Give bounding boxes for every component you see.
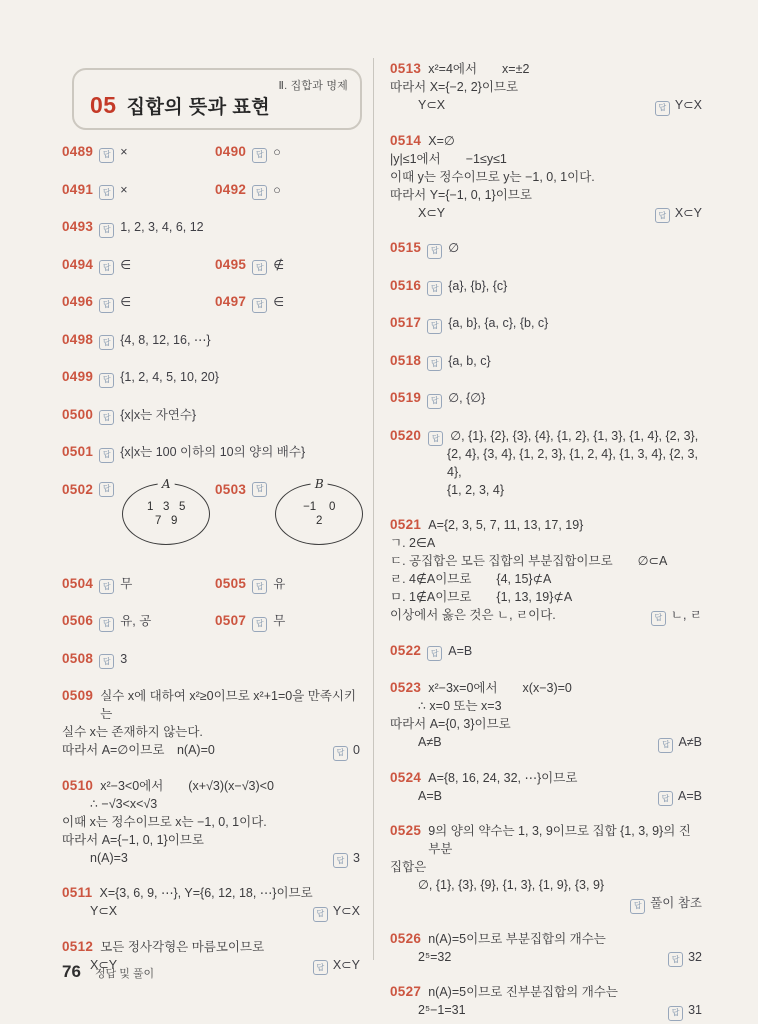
venn-answer-item xyxy=(215,476,363,559)
answer-row xyxy=(62,331,360,350)
solution-line xyxy=(390,186,702,204)
solution-first-line xyxy=(390,769,702,787)
problem-number: 0502 xyxy=(62,481,94,497)
answer-text: Y⊂X xyxy=(332,904,360,918)
solution-line xyxy=(390,204,702,223)
solution-first-line xyxy=(390,822,702,858)
answer-row xyxy=(62,368,360,387)
answer-badge-icon: 답 xyxy=(99,298,114,313)
answer-row xyxy=(62,650,360,669)
answer-row xyxy=(62,218,360,237)
solution-line: x²−3x=0에서 x(x−3)=0 xyxy=(428,681,572,695)
problem-number: 0505 xyxy=(215,575,247,591)
solution-line xyxy=(390,534,702,552)
solution-line xyxy=(390,96,702,115)
answer-badge-icon: 답 xyxy=(427,281,442,296)
answer-badge-icon: 답 xyxy=(655,101,670,116)
solution-line: 실수 x에 대하여 x²≥0이므로 x²+1=0을 만족시키는 xyxy=(100,689,357,721)
problem-number: 0496 xyxy=(62,294,94,309)
answer-item xyxy=(62,406,360,425)
venn-element-row: 2 xyxy=(316,514,323,527)
answer-item xyxy=(390,642,702,661)
answer-row xyxy=(390,314,702,333)
answer-item xyxy=(62,575,215,594)
problem-number: 0493 xyxy=(62,219,94,234)
answer-badge-icon: 답 xyxy=(99,579,114,594)
answer-pair-row xyxy=(62,575,360,594)
answer-text: 무 xyxy=(273,614,286,628)
lesson-number: 05 xyxy=(90,92,117,118)
problem-number: 0525 xyxy=(390,823,422,838)
problem-number: 0491 xyxy=(62,181,94,197)
solution-line-text: ㅁ. 1∉A이므로 {1, 13, 19}⊄A xyxy=(390,590,573,604)
footer-label: 정답 및 풀이 xyxy=(94,968,155,980)
problem-number: 0517 xyxy=(390,315,422,330)
problem-number: 0512 xyxy=(62,938,94,954)
answer-row xyxy=(390,352,702,371)
answer-item xyxy=(390,352,702,371)
solution-line xyxy=(62,813,360,831)
answer-pair-row xyxy=(62,612,360,631)
answer-row xyxy=(390,277,702,296)
solution-line: n(A)=5이므로 부분집합의 개수는 xyxy=(428,931,606,946)
problem-number: 0522 xyxy=(390,642,422,658)
venn-set-label: A xyxy=(158,475,175,493)
solution-line: X=∅ xyxy=(428,133,455,148)
solution-line xyxy=(390,78,702,96)
answer-badge-icon: 답 xyxy=(99,448,114,463)
problem-number: 0492 xyxy=(215,181,247,197)
solution-line: X={3, 6, 9, ⋯}, Y={6, 12, 18, ⋯}이므로 xyxy=(99,886,313,900)
answer-badge-icon: 답 xyxy=(252,260,267,275)
problem-number: 0497 xyxy=(215,294,247,309)
answer-text: 3 xyxy=(120,651,128,666)
answer-item xyxy=(62,612,215,631)
solution-first-line xyxy=(390,427,702,446)
answer-text: 풀이 참조 xyxy=(650,896,702,910)
right-column xyxy=(390,60,702,1024)
answer-item xyxy=(215,181,360,200)
answer-text: ○ xyxy=(273,145,281,159)
answer-text: Y⊂X xyxy=(674,98,702,112)
solution-line-text: 실수 x는 존재하지 않는다. xyxy=(62,725,203,739)
answer-badge-icon: 답 xyxy=(427,244,442,259)
solution-line-text: {2, 4}, {3, 4}, {1, 2, 3}, {1, 2, 4}, {1, 3, 4}, {2, 3, 4}, xyxy=(447,447,698,479)
solution-item xyxy=(62,687,360,760)
answer-text: {a, b, c} xyxy=(448,353,491,368)
solution-line-text: ∴ −√3<x<√3 xyxy=(90,796,158,811)
solution-item xyxy=(390,60,702,115)
answer-badge-icon: 답 xyxy=(99,335,114,350)
problem-number: 0495 xyxy=(215,256,247,272)
solution-line-text: {1, 2, 3, 4} xyxy=(447,483,504,497)
answer-text: 32 xyxy=(688,949,702,964)
solution-first-line xyxy=(390,132,702,150)
solution-line xyxy=(390,445,702,481)
answer-pair-row xyxy=(62,143,360,162)
solution-line xyxy=(390,733,702,752)
answer-badge-icon: 답 xyxy=(313,907,328,922)
answer-text: 1, 2, 3, 4, 6, 12 xyxy=(120,220,204,234)
answer-badge-icon: 답 xyxy=(99,373,114,388)
answer-badge-icon: 답 xyxy=(99,185,114,200)
solution-line-text: A≠B xyxy=(418,735,442,749)
solution-item xyxy=(390,516,702,625)
solution-item xyxy=(390,769,702,806)
solution-line xyxy=(390,1001,702,1020)
venn-diagram xyxy=(275,476,363,545)
solution-line xyxy=(390,168,702,186)
answer-row xyxy=(62,443,360,462)
solution-line xyxy=(62,902,360,921)
solution-line xyxy=(390,150,702,168)
answer-badge-icon: 답 xyxy=(252,185,267,200)
answer-item xyxy=(62,443,360,462)
answer-item xyxy=(215,612,360,631)
solution-first-line xyxy=(62,884,360,902)
solution-item xyxy=(390,930,702,967)
answer-badge-icon: 답 xyxy=(333,853,348,868)
answer-text: ∈ xyxy=(120,257,132,272)
venn-set-label: B xyxy=(311,475,328,493)
solution-line-text: 2⁵=32 xyxy=(418,949,452,964)
answer-item xyxy=(62,256,215,275)
problem-number: 0527 xyxy=(390,984,422,999)
answer-text: 3 xyxy=(353,850,360,865)
answer-badge-icon: 답 xyxy=(427,394,442,409)
answer-badge-icon: 답 xyxy=(668,1006,683,1021)
solution-line xyxy=(390,481,702,499)
problem-number: 0489 xyxy=(62,144,94,159)
problem-number: 0523 xyxy=(390,680,422,695)
answer-item xyxy=(62,650,360,669)
solution-first-line xyxy=(62,777,360,795)
solution-line: x²−3<0에서 (x+√3)(x−√3)<0 xyxy=(100,778,274,793)
answer-text: {1, 2, 4, 5, 10, 20} xyxy=(120,370,219,384)
solution-line xyxy=(390,697,702,715)
solution-line-text: X⊂Y xyxy=(418,205,446,220)
solution-line-text: ∅, {1}, {3}, {9}, {1, 3}, {1, 9}, {3, 9} xyxy=(418,878,605,892)
answer-text: {x|x는 자연수} xyxy=(120,407,197,422)
answer-badge-icon: 답 xyxy=(252,579,267,594)
venn-element-row: −1 0 xyxy=(303,500,336,513)
answer-badge-icon: 답 xyxy=(252,617,267,632)
answer-row xyxy=(390,239,702,258)
answer-badge-icon: 답 xyxy=(252,148,267,163)
answer-badge-icon: 답 xyxy=(427,356,442,371)
answer-row xyxy=(62,406,360,425)
chapter-tag: Ⅱ. 집합과 명제 xyxy=(278,80,348,92)
answer-text: A=B xyxy=(678,788,702,803)
venn-element-row: 7 9 xyxy=(155,514,178,527)
left-column xyxy=(62,143,360,991)
solution-item xyxy=(62,777,360,868)
answer-badge-icon: 답 xyxy=(99,223,114,238)
problem-number: 0501 xyxy=(62,444,94,459)
answer-badge-icon: 답 xyxy=(99,482,114,497)
answer-text: A≠B xyxy=(678,735,702,749)
solution-line-text: A=B xyxy=(418,788,442,803)
solution-line-text: Y⊂X xyxy=(90,904,118,918)
answer-item xyxy=(390,389,702,408)
answer-item xyxy=(215,256,360,275)
answer-text: 무 xyxy=(120,576,133,591)
solution-first-line xyxy=(390,983,702,1001)
answer-text: {x|x는 100 이하의 10의 양의 배수} xyxy=(120,445,306,459)
venn-diagram xyxy=(122,476,210,545)
answer-text: 31 xyxy=(688,1003,702,1017)
answer-badge-icon: 답 xyxy=(99,148,114,163)
problem-number: 0508 xyxy=(62,650,94,666)
answer-item xyxy=(62,181,215,200)
answer-badge-icon: 답 xyxy=(252,482,267,497)
problem-number: 0511 xyxy=(62,885,93,900)
answer-badge-icon: 답 xyxy=(668,952,683,967)
problem-number: 0506 xyxy=(62,613,94,628)
solution-first-line xyxy=(62,938,360,956)
solution-item xyxy=(62,884,360,921)
answer-chip xyxy=(630,894,702,913)
answer-item xyxy=(62,331,360,350)
problem-number: 0507 xyxy=(215,613,247,628)
solution-line xyxy=(62,741,360,760)
solution-line-text: 따라서 Y={−1, 0, 1}이므로 xyxy=(390,187,532,202)
venn-element-row: 1 3 5 xyxy=(147,500,186,513)
solution-line-text: Y⊂X xyxy=(418,98,446,112)
answer-chip xyxy=(668,948,702,967)
problem-number: 0500 xyxy=(62,406,94,422)
chapter-title-box xyxy=(72,68,362,130)
lesson-title: 집합의 뜻과 표현 xyxy=(126,97,271,118)
problem-number: 0521 xyxy=(390,517,422,532)
page-number: 76 xyxy=(62,962,81,981)
problem-number: 0499 xyxy=(62,369,94,384)
answer-text: ∅ xyxy=(448,241,460,255)
solution-line xyxy=(62,831,360,849)
answer-pair-row xyxy=(62,181,360,200)
answer-item xyxy=(215,293,360,312)
answer-text: {4, 8, 12, 16, ⋯} xyxy=(120,332,211,347)
answer-badge-icon: 답 xyxy=(99,410,114,425)
answer-badge-icon: 답 xyxy=(658,738,673,753)
solution-line: ∅, {1}, {2}, {3}, {4}, {1, 2}, {1, 3}, {1, 4}, {2, 3}, xyxy=(450,428,699,443)
answer-badge-icon: 답 xyxy=(99,654,114,669)
solution-first-line xyxy=(390,679,702,697)
answer-text: 0 xyxy=(353,743,360,757)
answer-chip xyxy=(313,902,360,921)
solution-line: 9의 양의 약수는 1, 3, 9이므로 집합 {1, 3, 9}의 진부분 xyxy=(428,824,691,856)
solution-line xyxy=(62,795,360,813)
solution-line xyxy=(390,876,702,894)
solution-line-text: 이때 y는 정수이므로 y는 −1, 0, 1이다. xyxy=(390,169,595,184)
solution-line xyxy=(62,723,360,741)
problem-number: 0520 xyxy=(390,427,422,443)
answer-badge-icon: 답 xyxy=(655,208,670,223)
problem-number: 0516 xyxy=(390,277,422,293)
solution-line xyxy=(390,858,702,876)
answer-item xyxy=(390,277,702,296)
answer-text: A=B xyxy=(448,643,473,658)
page-footer xyxy=(62,962,154,982)
answer-item xyxy=(390,314,702,333)
solution-line-text: 따라서 A={0, 3}이므로 xyxy=(390,717,511,731)
answer-text: ∈ xyxy=(120,295,132,309)
answer-chip xyxy=(658,733,702,752)
problem-number: 0519 xyxy=(390,390,422,405)
solution-first-line xyxy=(390,60,702,78)
solution-item xyxy=(390,427,702,500)
answer-chip xyxy=(655,96,702,115)
solution-first-line xyxy=(390,516,702,534)
solution-line: n(A)=5이므로 진부분집합의 개수는 xyxy=(428,985,618,999)
lesson-title-row xyxy=(90,92,270,119)
answer-text: × xyxy=(120,182,128,197)
venn-answer-item xyxy=(62,476,215,559)
answer-text: × xyxy=(120,145,128,159)
problem-number: 0503 xyxy=(215,481,247,497)
solution-line-text: ∴ x=0 또는 x=3 xyxy=(418,699,502,713)
answer-badge-icon: 답 xyxy=(333,746,348,761)
solution-line-text: 따라서 A={−1, 0, 1}이므로 xyxy=(62,832,204,847)
answer-chip xyxy=(333,849,360,868)
answer-pair-row xyxy=(62,293,360,312)
solution-line-text: 집합은 xyxy=(390,860,427,874)
answer-badge-icon: 답 xyxy=(99,617,114,632)
answer-item xyxy=(215,575,360,594)
answer-text: ∉ xyxy=(273,257,285,272)
solution-item xyxy=(390,132,702,223)
solution-line: A={2, 3, 5, 7, 11, 13, 17, 19} xyxy=(428,518,584,532)
solution-line xyxy=(390,715,702,733)
column-divider xyxy=(373,58,374,960)
answer-badge-icon: 답 xyxy=(651,611,666,626)
answer-badge-icon: 답 xyxy=(428,431,443,446)
problem-number: 0526 xyxy=(390,930,422,946)
answer-row xyxy=(390,642,702,661)
solution-line-text: ㄷ. 공집합은 모든 집합의 부분집합이므로 ∅⊂A xyxy=(390,554,668,568)
answer-chip xyxy=(333,741,360,760)
solution-line-text: n(A)=3 xyxy=(90,850,128,865)
answer-text: 유, 공 xyxy=(120,614,152,628)
solution-line xyxy=(390,787,702,806)
problem-number: 0518 xyxy=(390,352,422,368)
answer-text: ∈ xyxy=(273,295,285,309)
solution-line: A={8, 16, 24, 32, ⋯}이므로 xyxy=(428,770,578,785)
solution-item xyxy=(390,822,702,913)
solution-first-line xyxy=(390,930,702,948)
solution-line-text: 이때 x는 정수이므로 x는 −1, 0, 1이다. xyxy=(62,814,267,829)
solution-first-line xyxy=(62,687,360,723)
answer-badge-icon: 답 xyxy=(658,791,673,806)
answer-item xyxy=(390,239,702,258)
answer-chip xyxy=(651,606,702,625)
answer-item xyxy=(62,143,215,162)
answer-text: ○ xyxy=(273,182,281,197)
solution-line xyxy=(62,849,360,868)
answer-chip xyxy=(658,787,702,806)
answer-badge-icon: 답 xyxy=(252,298,267,313)
solution-line xyxy=(390,570,702,588)
answer-badge-icon: 답 xyxy=(630,899,645,914)
solution-line xyxy=(390,948,702,967)
problem-number: 0498 xyxy=(62,331,94,347)
solution-line-text: 이상에서 옳은 것은 ㄴ, ㄹ이다. xyxy=(390,608,556,622)
solution-line-text: 따라서 X={−2, 2}이므로 xyxy=(390,80,519,94)
answer-item xyxy=(215,143,360,162)
solution-item xyxy=(390,983,702,1020)
answer-chip xyxy=(313,956,360,975)
solution-line xyxy=(390,894,702,913)
answer-badge-icon: 답 xyxy=(313,960,328,975)
answer-badge-icon: 답 xyxy=(427,319,442,334)
problem-number: 0513 xyxy=(390,61,422,76)
solution-line-text: X⊂Y xyxy=(90,957,118,972)
answer-text: {a}, {b}, {c} xyxy=(448,278,508,293)
solution-line-text: ㄹ. 4∉A이므로 {4, 15}⊄A xyxy=(390,572,552,586)
answer-text: ㄴ, ㄹ xyxy=(670,608,702,622)
answer-text: X⊂Y xyxy=(674,205,702,220)
answer-text: X⊂Y xyxy=(332,957,360,972)
solution-line-text: |y|≤1에서 −1≤y≤1 xyxy=(390,151,507,166)
answer-text: {a, b}, {a, c}, {b, c} xyxy=(448,316,549,330)
answer-pair-row xyxy=(62,256,360,275)
solution-item xyxy=(390,679,702,752)
answer-badge-icon: 답 xyxy=(99,260,114,275)
problem-number: 0510 xyxy=(62,777,94,793)
answer-badge-icon: 답 xyxy=(427,646,442,661)
answer-chip xyxy=(668,1001,702,1020)
solution-line: x²=4에서 x=±2 xyxy=(428,62,530,76)
answer-item xyxy=(62,368,360,387)
answer-item xyxy=(62,293,215,312)
solution-line xyxy=(390,606,702,625)
solution-line-text: ㄱ. 2∈A xyxy=(390,536,436,550)
solution-line xyxy=(390,552,702,570)
answer-item xyxy=(62,218,360,237)
problem-number: 0524 xyxy=(390,769,422,785)
problem-number: 0494 xyxy=(62,256,94,272)
problem-number: 0509 xyxy=(62,688,94,703)
problem-number: 0504 xyxy=(62,575,94,591)
problem-number: 0514 xyxy=(390,132,422,148)
venn-pair-row xyxy=(62,476,360,559)
answer-text: 유 xyxy=(273,576,286,591)
answer-text: ∅, {∅} xyxy=(448,391,486,405)
answer-row xyxy=(390,389,702,408)
answer-chip xyxy=(655,204,702,223)
solution-line-text: 따라서 A=∅이므로 n(A)=0 xyxy=(62,743,215,757)
problem-number: 0515 xyxy=(390,240,422,255)
solution-line xyxy=(390,588,702,606)
solution-line-text: 2⁵−1=31 xyxy=(418,1003,466,1017)
problem-number: 0490 xyxy=(215,144,247,159)
solution-line: 모든 정사각형은 마름모이므로 xyxy=(100,939,265,954)
